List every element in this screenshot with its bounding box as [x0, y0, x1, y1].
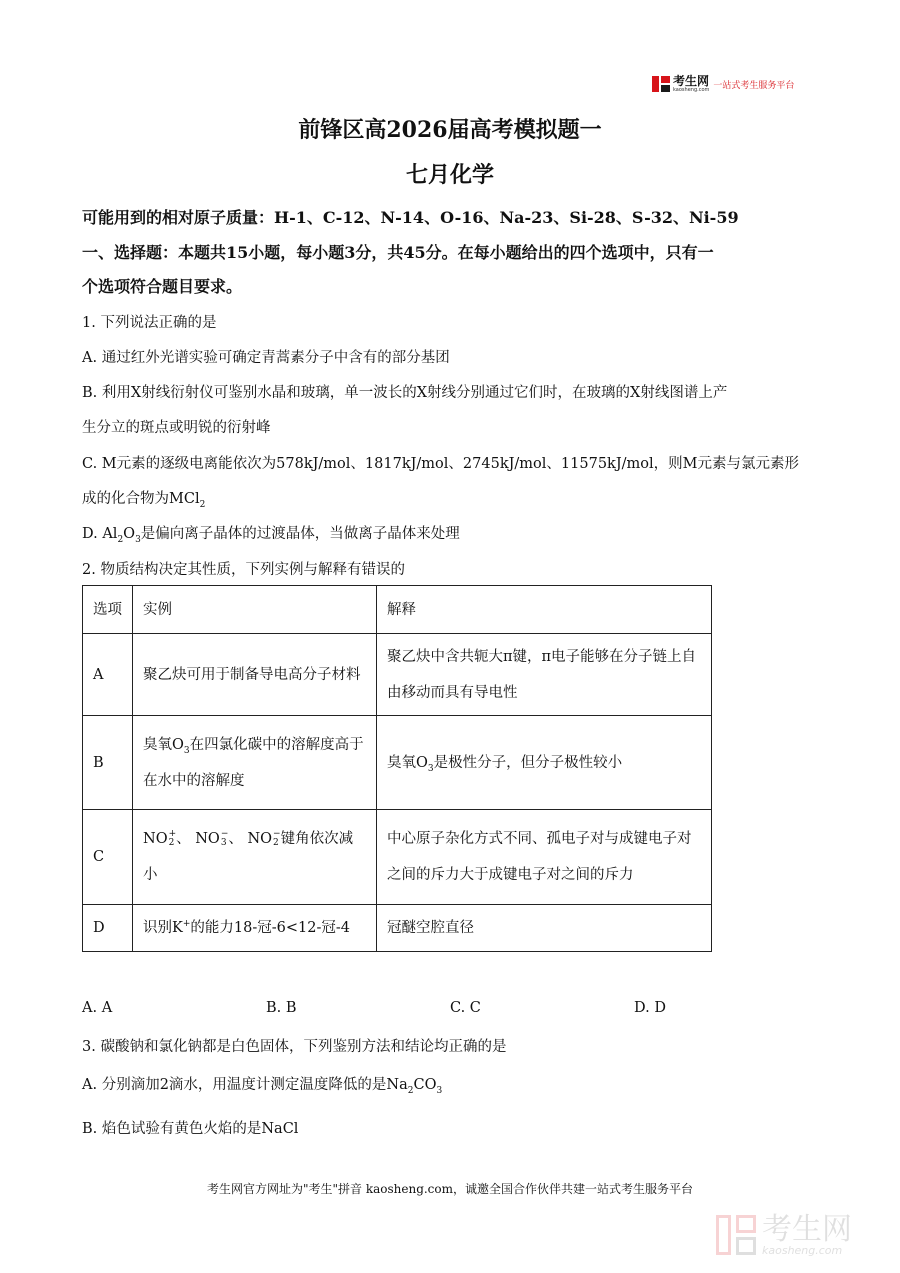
q3-option-a: A. 分别滴加2滴水，用温度计测定温度降低的是$Na_2CO_3$ — [82, 1077, 443, 1096]
logo-icon — [652, 74, 670, 94]
table-cell-example: NO + 2 、 NO − 3 、 NO − 2 键角依次减小 — [133, 810, 377, 905]
table-cell-example: 聚乙炔可用于制备导电高分子材料 — [133, 634, 377, 716]
q1-option-a: A. 通过红外光谱实验可确定青蒿素分子中含有的部分基团 — [82, 350, 450, 366]
q1-option-c-line2: 成的化合物为MCl$_2$ — [82, 491, 206, 510]
table-cell-example: 识别K+的能力18-冠-6<12-冠-4 — [133, 905, 377, 952]
table-cell-option: C — [83, 810, 133, 905]
table-row — [83, 905, 712, 952]
logo-slogan: 一站式考生服务平台 — [713, 80, 795, 91]
table-cell-explanation: 聚乙炔中含共轭大π键，π电子能够在分子链上自由移动而具有导电性 — [377, 634, 712, 716]
page-footer: 考生网官方网址为"考生"拼音 kaosheng.com，诚邀全国合作伙伴共建一站式考生服务平台 — [206, 1182, 694, 1196]
table-cell-option: A — [83, 634, 133, 716]
atomic-masses: 可能用到的相对原子质量：H-1、C-12、N-14、O-16、Na-23、Si-28、S-32、Ni-59 — [82, 208, 739, 227]
q1-option-c-line1: C. M元素的逐级电离能依次为578kJ/mol、1817kJ/mol、2745kJ/mol、11575kJ/mol，则M元素与氯元素形 — [82, 456, 799, 472]
q3-option-b: B. 焰色试验有黄色火焰的是NaCl — [82, 1121, 299, 1137]
table-cell-option: D — [83, 905, 133, 952]
table-row — [83, 810, 712, 905]
q3-stem: 3. 碳酸钠和氯化钠都是白色固体，下列鉴别方法和结论均正确的是 — [82, 1039, 507, 1055]
table-cell-explanation: 臭氧$O_3$是极性分子，但分子极性较小 — [377, 716, 712, 810]
table-cell-explanation: 冠醚空腔直径 — [377, 905, 712, 952]
table-header: 选项 — [83, 586, 133, 634]
logo-url: kaosheng.com — [673, 87, 710, 93]
q2-choice-c: C. C — [450, 1000, 481, 1016]
table-cell-example: 臭氧$O_3$在四氯化碳中的溶解度高于在水中的溶解度 — [133, 716, 377, 810]
header-logo — [652, 73, 794, 95]
table-row — [83, 716, 712, 810]
q1-option-b-line2: 生分立的斑点或明锐的衍射峰 — [82, 420, 271, 436]
q2-stem: 2. 物质结构决定其性质，下列实例与解释有错误的 — [82, 562, 405, 578]
section-heading-line1: 一、选择题：本题共15小题，每小题3分，共45分。在每小题给出的四个选项中，只有一 — [82, 243, 714, 262]
watermark-name: 考生网 — [762, 1211, 852, 1247]
table-header: 实例 — [133, 586, 377, 634]
table-cell-option: B — [83, 716, 133, 810]
watermark-logo-icon — [716, 1212, 756, 1258]
page-title: 前锋区高2026届高考模拟题一 — [298, 117, 602, 143]
q2-choice-b: B. B — [266, 1000, 297, 1016]
watermark — [716, 1207, 886, 1263]
q1-option-b-line1: B. 利用X射线衍射仪可鉴别水晶和玻璃，单一波长的X射线分别通过它们时，在玻璃的X射线图谱上产 — [82, 385, 728, 401]
table-row — [83, 634, 712, 716]
logo-name: 考生网 — [673, 74, 710, 88]
table-header: 解释 — [377, 586, 712, 634]
q2-choice-a: A. A — [82, 1000, 113, 1016]
page-subtitle: 七月化学 — [405, 162, 494, 188]
q1-option-d: D. $Al_2O_3$是偏向离子晶体的过渡晶体，当做离子晶体来处理 — [82, 526, 460, 545]
q2-choice-d: D. D — [634, 1000, 666, 1016]
q2-table — [82, 585, 712, 952]
table-header-row — [83, 586, 712, 634]
q1-stem: 1. 下列说法正确的是 — [82, 315, 217, 331]
watermark-url: kaosheng.com — [762, 1243, 843, 1257]
section-heading-line2: 个选项符合题目要求。 — [82, 277, 243, 296]
table-cell-explanation: 中心原子杂化方式不同、孤电子对与成键电子对之间的斥力大于成键电子对之间的斥力 — [377, 810, 712, 905]
